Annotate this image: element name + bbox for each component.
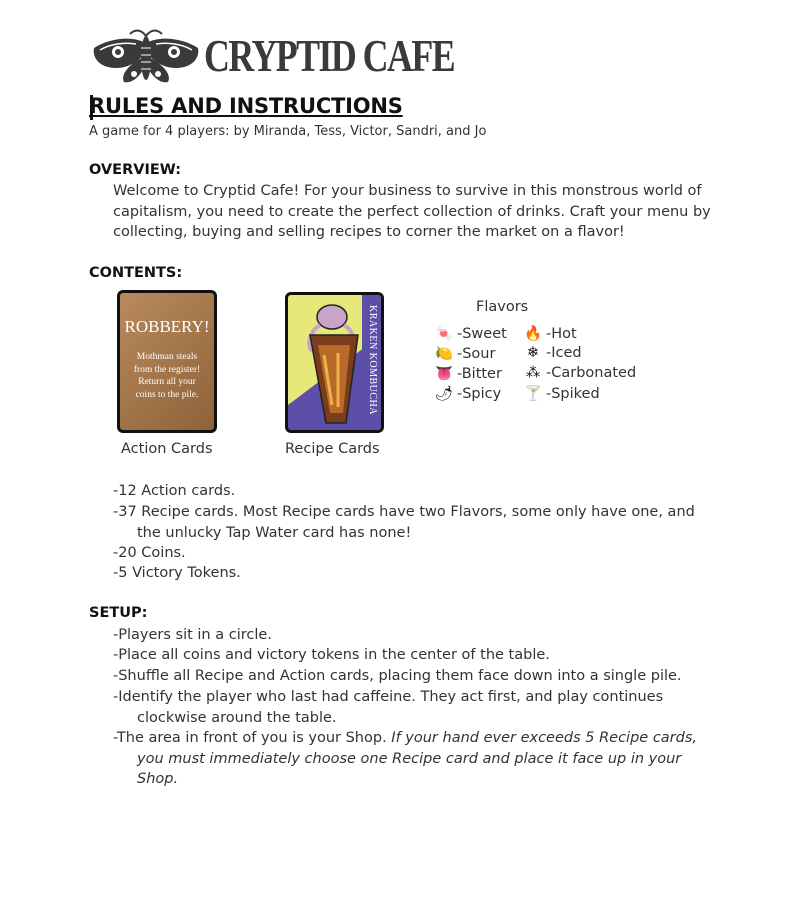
- tongue-icon: 👅: [434, 366, 454, 382]
- cocktail-icon: 🍸: [523, 386, 543, 402]
- contents-heading: CONTENTS:: [89, 265, 183, 281]
- setup-item-shop: [113, 728, 713, 790]
- flavor-label: -Sweet: [457, 326, 507, 342]
- moth-logo-icon: [90, 28, 202, 86]
- recipe-card-title: KRAKEN KOMBUCHA: [367, 305, 378, 416]
- setup-heading: SETUP:: [89, 605, 148, 621]
- page-subtitle: A game for 4 players: by Miranda, Tess, Victor, Sandri, and Jo: [89, 124, 487, 139]
- flavor-label: -Bitter: [457, 366, 502, 382]
- flavor-label: -Hot: [546, 326, 577, 342]
- page-title: RULES AND INSTRUCTIONS: [89, 94, 403, 118]
- flavor-iced: [523, 345, 582, 361]
- snowflake-icon: ❄: [526, 345, 540, 361]
- setup-item: -Place all coins and victory tokens in the center of the table.: [113, 647, 550, 663]
- flame-icon: 🔥: [523, 326, 543, 342]
- flavor-carbonated: [523, 365, 636, 381]
- shop-rule-text: -The area in front of you is your Shop.: [113, 730, 392, 746]
- overview-body: Welcome to Cryptid Cafe! For your business to survive in this monstrous world of capitalism, you need to create the perfect collection of drinks. Craft your menu by collecting, buying and selling recipes to corner the market on a flavor!: [113, 183, 711, 240]
- action-card-image: [117, 290, 217, 433]
- flavor-sour: [434, 345, 495, 362]
- setup-item: -Identify the player who last had caffeine. They act first, and play continues clockwise around the table.: [113, 689, 664, 726]
- contents-item-victory-tokens: -5 Victory Tokens.: [113, 565, 241, 581]
- contents-item-recipe-cards: -37 Recipe cards. Most Recipe cards have two Flavors, some only have one, and the unlucky Tap Water card has none!: [113, 504, 695, 541]
- recipe-cards-label: Recipe Cards: [285, 441, 380, 457]
- candy-icon: 🍬: [434, 326, 454, 342]
- flavor-hot: [523, 325, 577, 342]
- recipe-card-image: [285, 292, 384, 433]
- bubbles-icon: ⁂: [525, 365, 541, 381]
- flavor-spicy: [434, 385, 501, 402]
- setup-item: -Players sit in a circle.: [113, 627, 272, 643]
- flavor-label: -Sour: [457, 346, 496, 362]
- cryptid-cafe-logo: [90, 28, 455, 86]
- flavor-label: -Spicy: [457, 386, 502, 402]
- flavor-bitter: [434, 365, 502, 382]
- flavor-spiked: [523, 385, 600, 402]
- flavors-title: Flavors: [476, 299, 529, 315]
- action-card-title: ROBBERY!: [124, 317, 210, 336]
- logo-wordmark: CRYPTID CAFE: [204, 30, 455, 81]
- chili-icon: 🌶: [434, 386, 454, 402]
- shop-rule-italic: If your hand ever exceeds 5 Recipe cards, you must immediately choose one Recipe card and place it face up in your Shop.: [137, 730, 698, 787]
- action-card-text: Mothman steals from the register! Return all your coins to the pile.: [133, 352, 201, 400]
- flavor-label: -Carbonated: [546, 365, 637, 381]
- action-cards-label: Action Cards: [121, 441, 213, 457]
- setup-item: -Shuffle all Recipe and Action cards, placing them face down into a single pile.: [113, 668, 682, 684]
- contents-item-action-cards: -12 Action cards.: [113, 483, 236, 499]
- lemon-icon: 🍋: [434, 346, 454, 362]
- overview-heading: OVERVIEW:: [89, 162, 182, 178]
- flavor-label: -Spiked: [546, 386, 600, 402]
- flavor-sweet: [434, 325, 507, 342]
- flavor-label: -Iced: [546, 345, 582, 361]
- contents-item-coins: -20 Coins.: [113, 545, 186, 561]
